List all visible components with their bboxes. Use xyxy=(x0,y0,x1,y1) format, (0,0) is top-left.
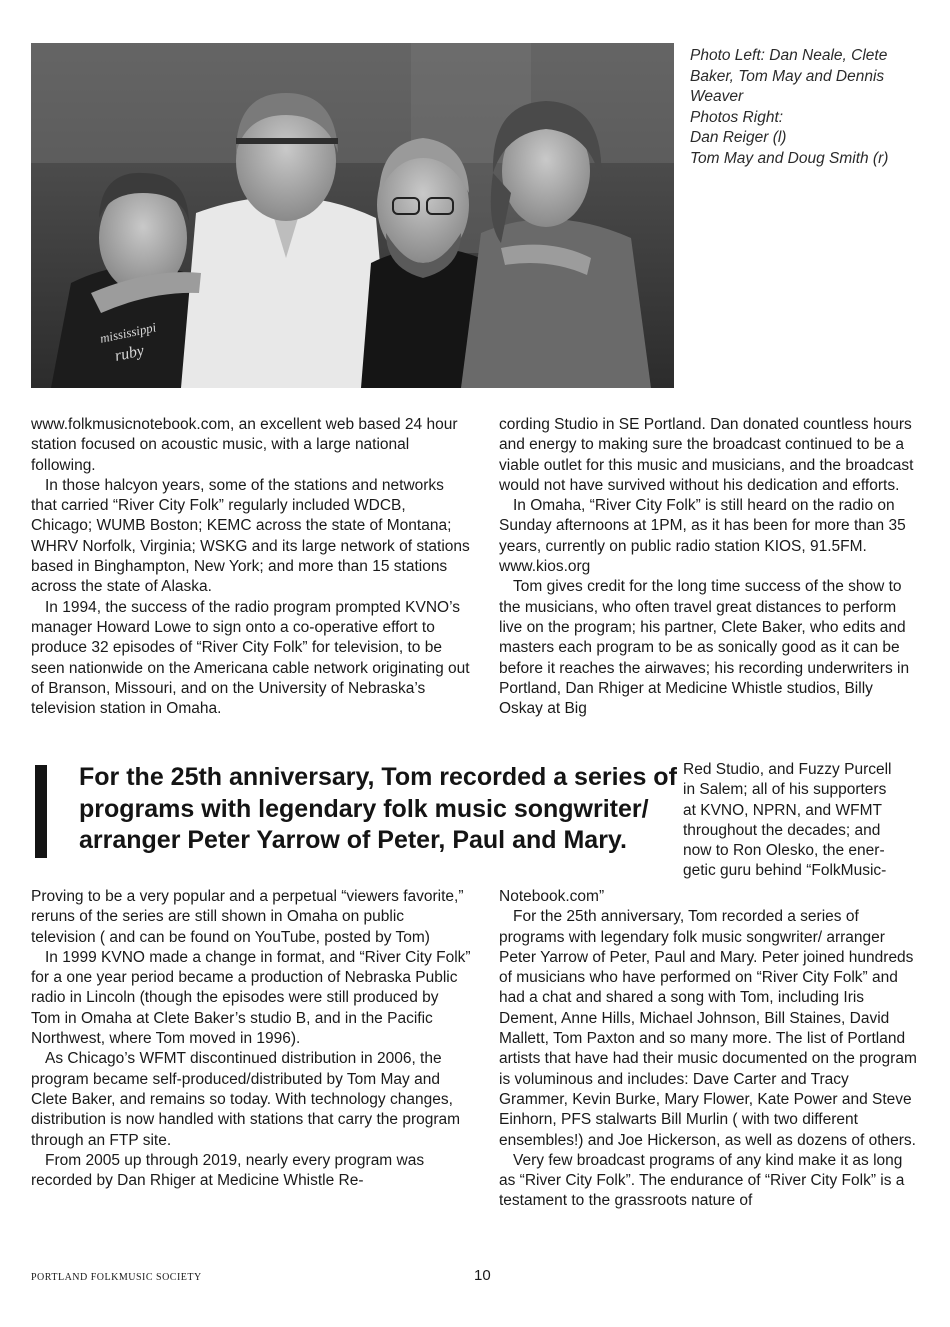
article-column-upper-right xyxy=(499,415,917,719)
caption-line: Photos Right: xyxy=(690,108,784,126)
paragraph: Tom gives credit for the long time success of the show to the musicians, who often travel great distances to perform live on the program; his partner, Clete Baker, who edits and masters each program to be as sonically good as it can be before it reaches the airwaves; his recording underwriters in Portland, Dan Rhiger at Medicine Whistle studios, Billy Oskay at Big xyxy=(499,578,910,718)
caption-line: Tom May and Doug Smith (r) xyxy=(690,149,889,167)
paragraph: Very few broadcast programs of any kind make it as long as “River City Folk”. The endurance of “River City Folk” is a testament to the grassroots nature of xyxy=(499,1151,905,1210)
shirt-text-2: ruby xyxy=(113,342,146,365)
shirt-text-1: mississippi xyxy=(98,319,158,346)
paragraph: In 1999 KVNO made a change in format, and “River City Folk” for a one year period became a production of Nebraska Public radio in Lincoln (though the episodes were still produced by Tom in Omaha at Clete Baker’s studio B, and in the Pacific Northwest, where Tom moved in 1996). xyxy=(31,948,471,1048)
paragraph: Notebook.com” xyxy=(499,888,605,905)
paragraph: As Chicago’s WFMT discontinued distribution in 2006, the program became self-produced/distributed by Tom May and Clete Baker, and remains so today. With technology changes, distribution is now handled with stations that carry the program through an FTP site. xyxy=(31,1050,461,1149)
pull-quote-line: programs with legendary folk music songwriter/ xyxy=(79,794,649,823)
caption-line: Photo Left: Dan Neale, Clete xyxy=(690,47,888,64)
paragraph: In Omaha, “River City Folk” is still heard on the radio on Sunday afternoons at 1PM, as it has been for more than 35 years, currently on public radio station KIOS, 91.5FM. www.kios.org xyxy=(499,497,906,576)
caption-line: Dan Reiger (l) xyxy=(690,129,787,146)
paragraph: From 2005 up through 2019, nearly every program was recorded by Dan Rhiger at Medicine Whistle Re- xyxy=(31,1151,425,1190)
photo-caption xyxy=(690,46,930,169)
paragraph: www.folkmusicnotebook.com, an excellent web based 24 hour station focused on acoustic music, with a large national following. xyxy=(31,416,458,474)
text-line: Red Studio, and Fuzzy Purcell xyxy=(683,761,892,778)
page-number: 10 xyxy=(474,1267,491,1284)
pull-quote-text xyxy=(79,762,719,857)
caption-line: Weaver xyxy=(690,88,744,105)
text-line: getic guru behind “FolkMusic- xyxy=(683,862,887,880)
article-column-upper-left xyxy=(31,415,471,719)
paragraph: For the 25th anniversary, Tom recorded a series of programs with legendary folk music songwriter/ arranger Peter Yarrow of Peter, Paul and Mary. Peter joined hundreds of musicians who have performed on “River City Folk” and had a chat and shared a song with Tom, including Iris Dement, Anne Hills, Michael Johnson, Bill Staines, David Mallett, Tom Paxton and so many more. The list of Portland artists that have had their music documented on the program is voluminous and includes: Dave Carter and Tracy Grammer, Kevin Burke, Mary Flower, Kate Power and Steve Einhorn, PFS stalwarts Bill Murlin ( with two different ensembles!) and Joe Hickerson, as well as dozens of others. xyxy=(499,908,917,1149)
paragraph: In those halcyon years, some of the stations and networks that carried “River City Folk” regularly included WDCB, Chicago; WUMB Boston; KEMC across the state of Montana; WHRV Norfolk, Virginia; WSKG and its large network of stations based in Binghampton, New York; and more than 15 stations across the state of Alaska. xyxy=(31,476,470,596)
article-column-lower-left xyxy=(31,887,471,1191)
pull-quote-line: For the 25th anniversary, Tom recorded a series of xyxy=(79,763,677,791)
article-column-lower-right xyxy=(499,887,917,1212)
publication-name: PORTLAND FOLKMUSIC SOCIETY xyxy=(31,1272,202,1283)
pull-quote-line: arranger Peter Yarrow of Peter, Paul and Mary. xyxy=(79,826,627,854)
text-line: at KVNO, NPRN, and WFMT xyxy=(683,801,882,819)
text-line: throughout the decades; and xyxy=(683,821,881,839)
text-line: now to Ron Olesko, the ener- xyxy=(683,842,885,860)
paragraph: cording Studio in SE Portland. Dan donated countless hours and energy to making sure the broadcast continued to be a viable outlet for this music and musicians, and the broadcast would not have survived without his dedication and efforts. xyxy=(499,416,914,494)
paragraph: In 1994, the success of the radio program prompted KVNO’s manager Howard Lowe to sign onto a co-operative effort to produce 32 episodes of “River City Folk” for television, to be seen nationwide on the Americana cable network originating out of Branson, Missouri, and on the University of Nebraska’s television station in Omaha. xyxy=(31,598,470,718)
paragraph: Proving to be a very popular and a perpetual “viewers favorite,” reruns of the series are still shown in Omaha on public television ( and can be found on YouTube, posted by Tom) xyxy=(31,888,464,946)
pull-quote-bar xyxy=(35,765,47,858)
caption-line: Baker, Tom May and Dennis xyxy=(690,67,885,85)
text-line: in Salem; all of his supporters xyxy=(683,781,887,799)
group-photo xyxy=(31,43,674,388)
